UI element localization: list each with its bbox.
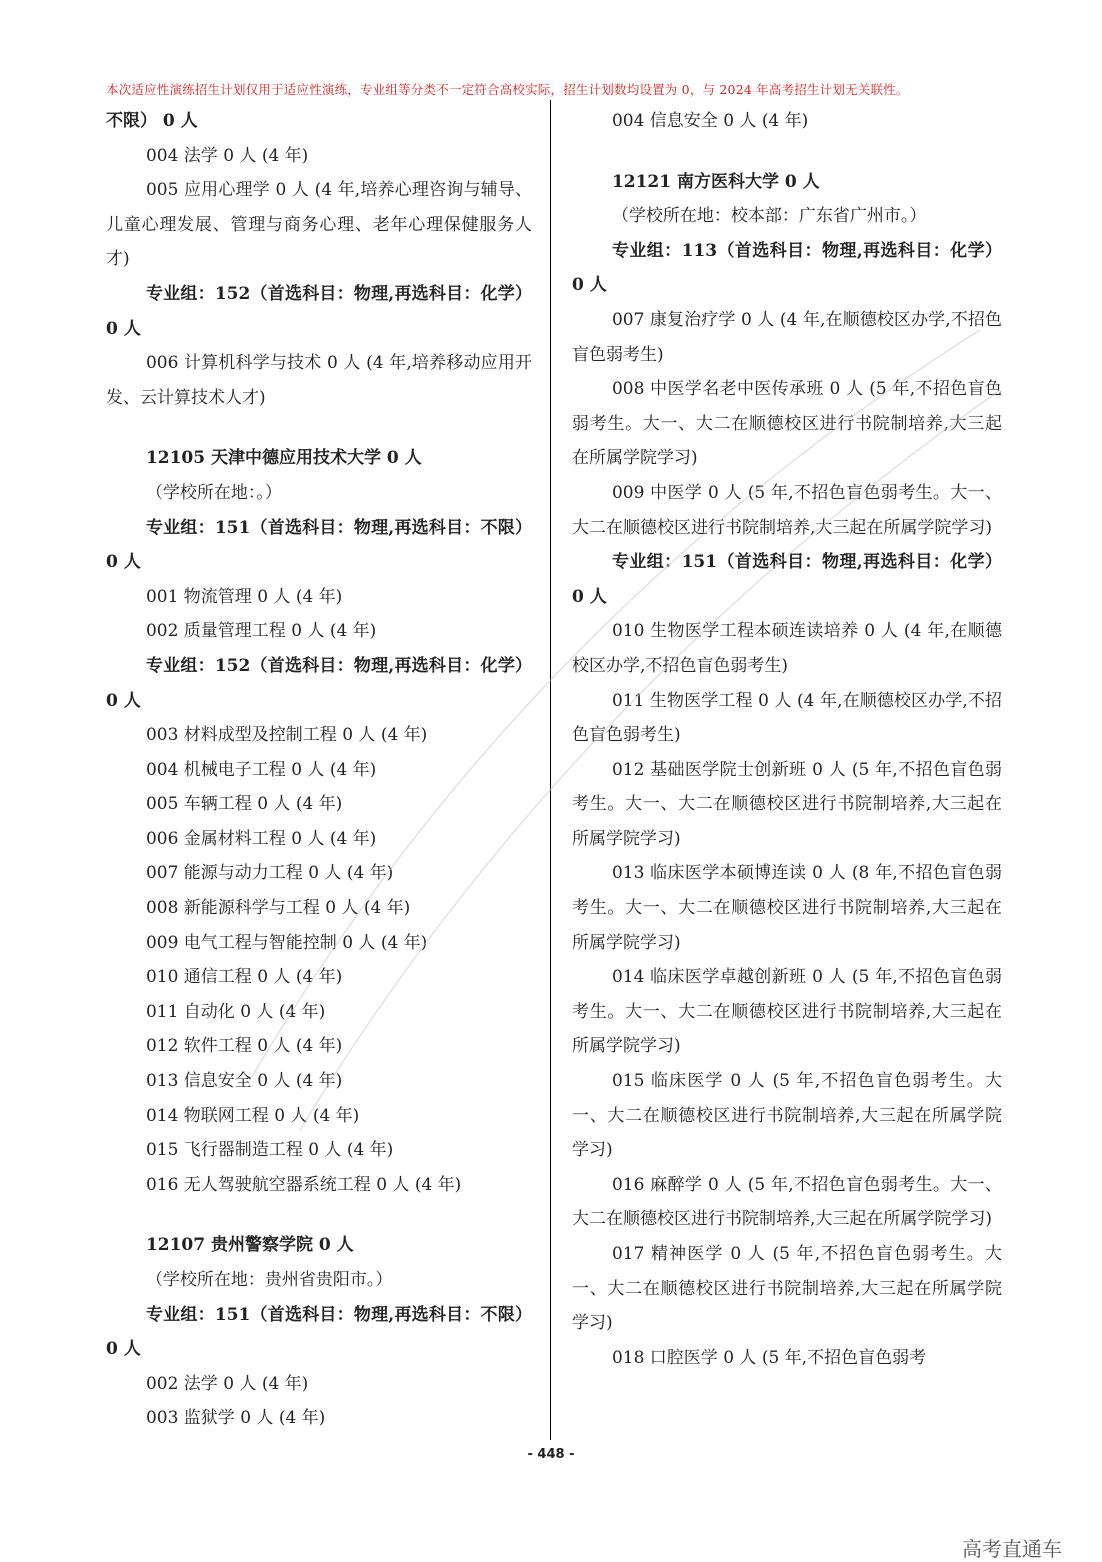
paragraph: 004 机械电子工程 0 人 (4 年): [145, 759, 377, 780]
paragraph: 003 监狱学 0 人 (4 年): [145, 1408, 326, 1429]
paragraph: 专业组：152（首选科目：物理,再选科目：化学） 0 人: [106, 283, 532, 339]
paragraph: 12107 贵州警察学院 0 人: [145, 1235, 354, 1256]
paragraph: 004 信息安全 0 人 (4 年): [611, 111, 809, 131]
paragraph: （学校所在地：。）: [145, 482, 282, 503]
paragraph: 专业组：151（首选科目：物理,再选科目：不限） 0 人: [106, 517, 532, 573]
paragraph: 013 临床医学本硕博连读 0 人 (8 年,不招色盲色弱考生。大一、大二在顺德校区进行书院制培养,大三起在所属学院学习): [572, 863, 1002, 953]
paragraph: 009 中医学 0 人 (5 年,不招色盲色弱考生。大一、大二在顺德校区进行书院制培养,大三起在所属学院学习): [572, 482, 1002, 538]
paragraph: 014 物联网工程 0 人 (4 年): [145, 1105, 360, 1126]
paragraph: 009 电气工程与智能控制 0 人 (4 年): [145, 932, 428, 953]
page-number: - 448 -: [527, 1447, 575, 1462]
paragraph: 专业组：151（首选科目：物理,再选科目：化学） 0 人: [572, 552, 1002, 607]
paragraph: 012 软件工程 0 人 (4 年): [145, 1036, 343, 1057]
paragraph: 专业组：113（首选科目：物理,再选科目：化学） 0 人: [572, 240, 1002, 296]
paragraph: 011 自动化 0 人 (4 年): [145, 1001, 326, 1022]
paragraph: 013 信息安全 0 人 (4 年): [145, 1071, 343, 1092]
paragraph-gap: [572, 139, 1002, 165]
paragraph: 012 基础医学院士创新班 0 人 (5 年,不招色盲色弱考生。大一、大二在顺德校区进行书院制培养,大三起在所属学院学习): [572, 759, 1002, 849]
paragraph: 008 中医学名老中医传承班 0 人 (5 年,不招色盲色弱考生。大一、大二在顺德校区进行书院制培养,大三起在所属学院学习): [572, 379, 1002, 469]
paragraph: 015 临床医学 0 人 (5 年,不招色盲色弱考生。大一、大二在顺德校区进行书院制培养,大三起在所属学院学习): [572, 1071, 1002, 1161]
paragraph: 专业组：152（首选科目：物理,再选科目：化学） 0 人: [106, 655, 532, 711]
paragraph: 003 材料成型及控制工程 0 人 (4 年): [145, 725, 428, 746]
paragraph: 005 车辆工程 0 人 (4 年): [145, 794, 343, 815]
paragraph: 002 质量管理工程 0 人 (4 年): [145, 621, 377, 642]
paragraph: 不限） 0 人: [106, 111, 198, 131]
brand-label: 高考直通车: [962, 1537, 1062, 1561]
paragraph: 008 新能源科学与工程 0 人 (4 年): [145, 898, 411, 919]
paragraph: 007 能源与动力工程 0 人 (4 年): [145, 863, 394, 884]
paragraph: 001 物流管理 0 人 (4 年): [145, 586, 343, 607]
right-column: [572, 104, 1002, 1375]
column-divider: [550, 100, 551, 1440]
paragraph: 016 无人驾驶航空器系统工程 0 人 (4 年): [145, 1174, 462, 1195]
left-column: [106, 104, 532, 1436]
paragraph: 011 生物医学工程 0 人 (4 年,在顺德校区办学,不招色盲色弱考生): [572, 690, 1002, 746]
paragraph-gap: [106, 1202, 532, 1228]
paragraph: 006 计算机科学与技术 0 人 (4 年,培养移动应用开发、云计算技术人才): [106, 353, 532, 408]
paragraph: 12105 天津中德应用技术大学 0 人: [145, 448, 422, 469]
paragraph: 002 法学 0 人 (4 年): [145, 1373, 309, 1394]
paragraph-gap: [106, 415, 532, 441]
paragraph: 016 麻醉学 0 人 (5 年,不招色盲色弱考生。大一、大二在顺德校区进行书院制培养,大三起在所属学院学习): [572, 1174, 1002, 1230]
paragraph: 007 康复治疗学 0 人 (4 年,在顺德校区办学,不招色盲色弱考生): [572, 309, 1002, 365]
paragraph: 005 应用心理学 0 人 (4 年,培养心理咨询与辅导、儿童心理发展、管理与商务心理、老年心理保健服务人才): [106, 180, 532, 270]
paragraph: 014 临床医学卓越创新班 0 人 (5 年,不招色盲色弱考生。大一、大二在顺德校区进行书院制培养,大三起在所属学院学习): [572, 967, 1002, 1057]
paragraph: 专业组：151（首选科目：物理,再选科目：不限） 0 人: [106, 1304, 532, 1360]
paragraph: 015 飞行器制造工程 0 人 (4 年): [145, 1140, 394, 1161]
paragraph: 006 金属材料工程 0 人 (4 年): [145, 828, 377, 849]
paragraph: 017 精神医学 0 人 (5 年,不招色盲色弱考生。大一、大二在顺德校区进行书院制培养,大三起在所属学院学习): [572, 1244, 1002, 1334]
paragraph: 010 通信工程 0 人 (4 年): [145, 967, 343, 988]
paragraph: （学校所在地：校本部：广东省广州市。）: [611, 206, 927, 227]
paragraph: 12121 南方医科大学 0 人: [611, 171, 820, 192]
disclaimer-notice: 本次适应性演练招生计划仅用于适应性演练，专业组等分类不一定符合高校实际，招生计划数均设置为 0，与 2024 年高考招生计划无关联性。: [106, 82, 909, 97]
paragraph: 004 法学 0 人 (4 年): [145, 145, 309, 166]
paragraph: （学校所在地：贵州省贵阳市。）: [145, 1270, 393, 1290]
paragraph: 010 生物医学工程本硕连读培养 0 人 (4 年,在顺德校区办学,不招色盲色弱考生): [572, 621, 1002, 676]
paragraph: 018 口腔医学 0 人 (5 年,不招色盲色弱考: [611, 1347, 927, 1368]
